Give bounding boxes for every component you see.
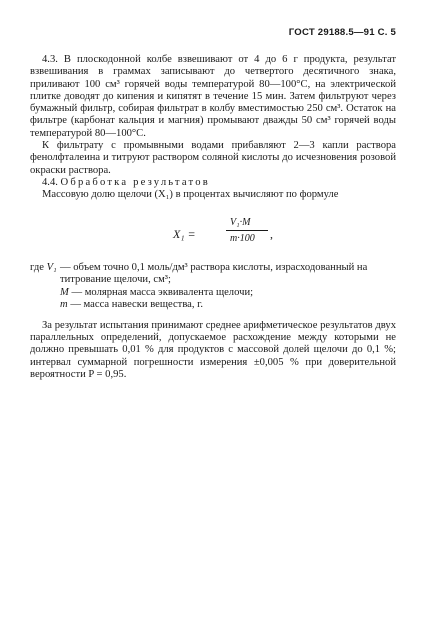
term-mass: m <box>60 299 68 311</box>
formula-comma: , <box>270 226 273 241</box>
paragraph-mass-fraction: Массовую долю щелочи (X₁) в процентах вычисляют по формуле <box>42 189 339 201</box>
section-title: Обработка результатов <box>60 176 210 188</box>
page-header: ГОСТ 29188.5—91 С. 5 <box>288 27 396 38</box>
definition-mass-text: — масса навески вещества, г. <box>70 299 203 311</box>
term-v1: V₁ <box>46 261 57 273</box>
definition-mass <box>30 299 396 311</box>
formula-denominator: m·100 <box>230 232 255 244</box>
definition-m-text: — молярная масса эквивалента щелочи; <box>71 287 254 299</box>
paragraph-result: За результат испытания принимают среднее арифметическое результатов двух параллельных определений, допускаемое расхождение между которыми не должно превышать 0,01 % для продуктов с массовой долей щелочи до 0,1 %; интервал суммарной погрешности измерения ±0,005 % при доверительной вероятности P = 0,95. <box>30 319 396 380</box>
formula-fraction-bar <box>226 230 268 231</box>
formula-x1 <box>30 216 396 256</box>
formula-lhs: X₁ = <box>173 226 196 241</box>
definition-m <box>30 287 396 299</box>
definition-v1 <box>30 262 396 287</box>
definition-intro: где V₁ <box>30 261 57 273</box>
definition-v1-text: — объем точно 0,1 моль/дм³ раствора кислоты, израсходованный на титрование щелочи, см³; <box>60 261 368 285</box>
paragraph-filtrate: К фильтрату с промывными водами прибавляют 2—3 капли раствора фенолфталеина и титруют раствором соляной кислоты до исчезновения розовой окраски раствора. <box>30 140 396 176</box>
section-number: 4.4. <box>42 176 58 188</box>
formula-numerator: V₁·M <box>230 216 251 228</box>
section-heading-4-4 <box>30 177 396 189</box>
document-body <box>30 54 396 381</box>
spacer <box>30 312 396 320</box>
paragraph-4-3: 4.3. В плоскодонной колбе взвешивают от 4 до 6 г продукта, результат взвешивания в граммах записывают до четвертого десятичного знака, приливают 100 см³ горячей воды температурой 80—100°С, на электрической плитке доводят до кипения и кипятят в течение 15 мин. Затем фильтруют через бумажный фильтр, собирая фильтрат в колбу вместимостью 250 см³. Остаток на фильтре (карбонат кальция и магния) промывают дважды 50 см³ горячей воды температурой 80—100°С. <box>30 54 396 139</box>
term-m: M <box>60 287 69 299</box>
